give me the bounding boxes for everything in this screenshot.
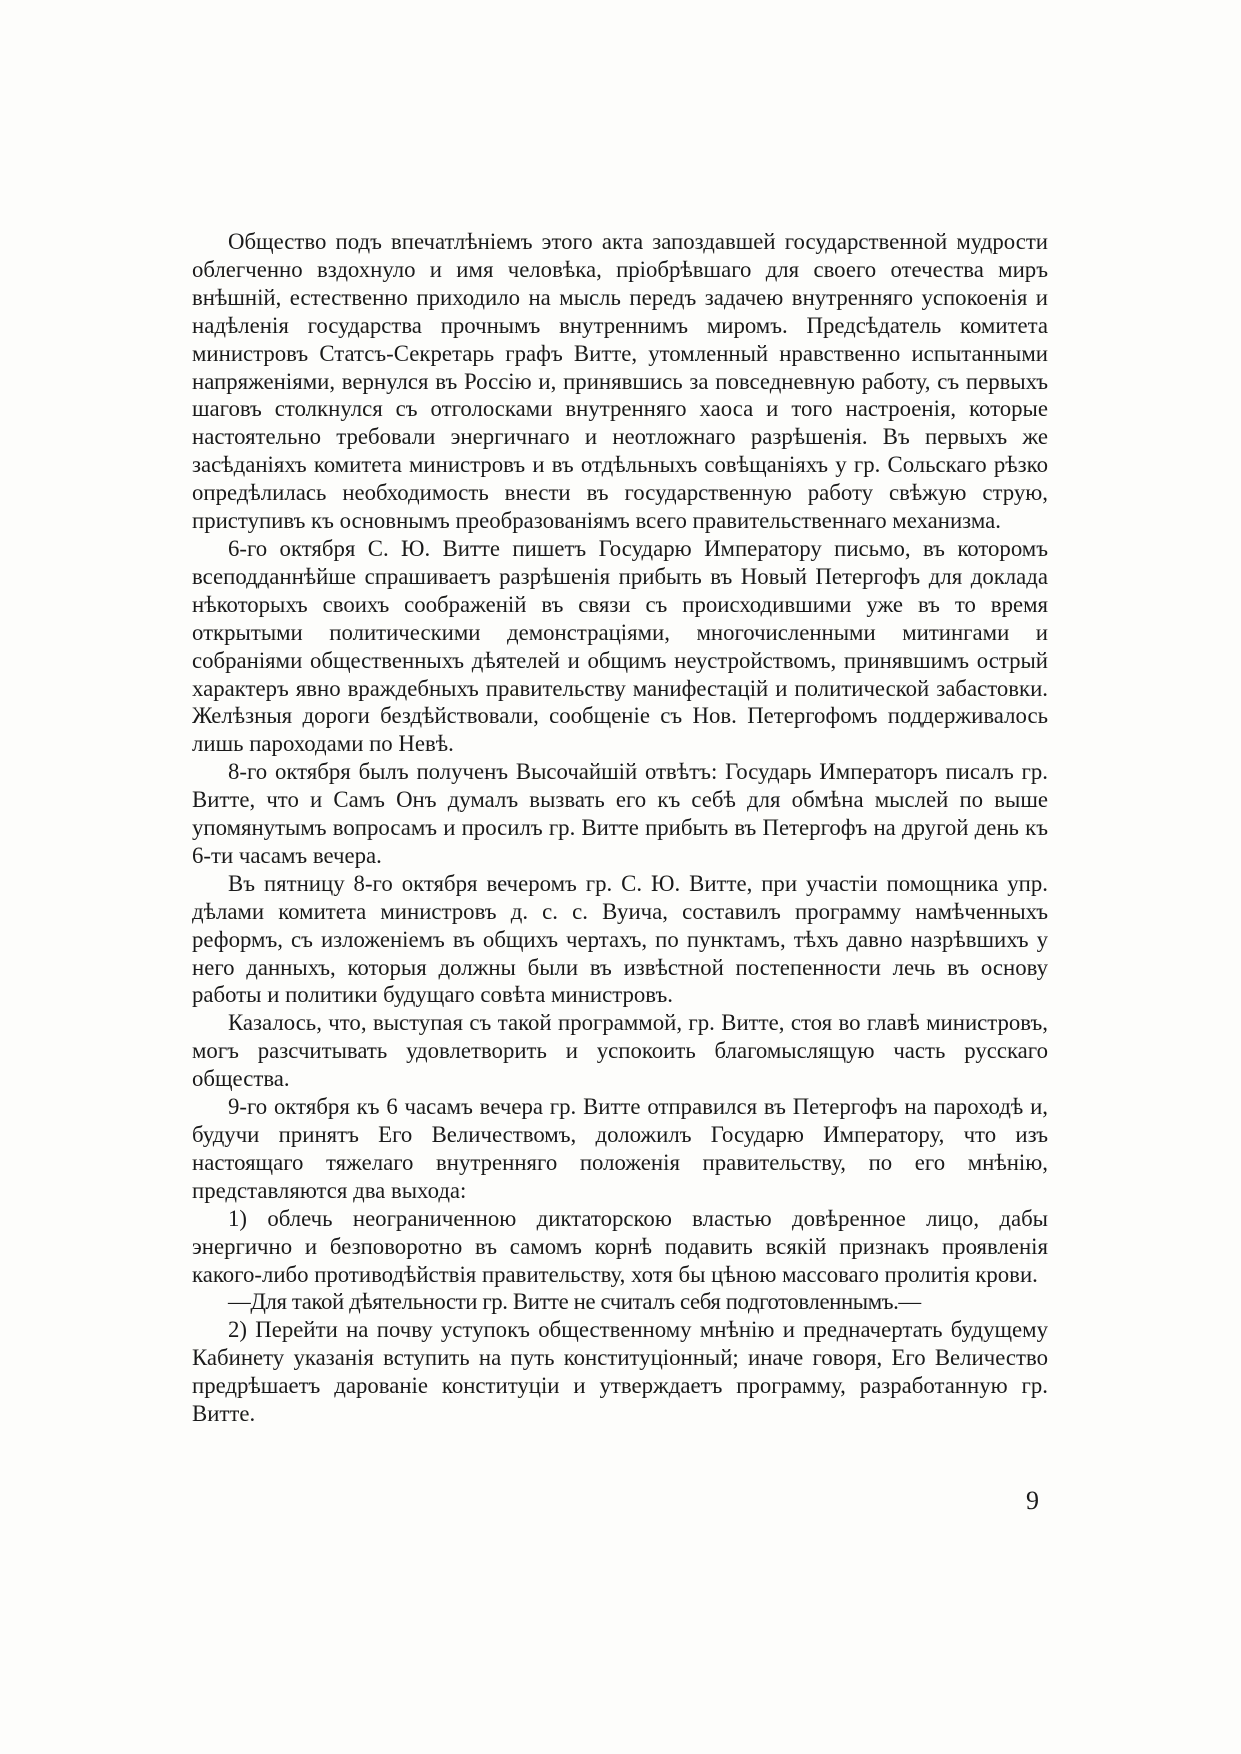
- paragraph-5: Казалось, что, выступая съ такой программой, гр. Витте, стоя во главѣ министровъ, могъ разсчитывать удовлетворить и успокоить благомыслящую часть русскаго общества.: [192, 1010, 1048, 1092]
- paragraph-2: 6-го октября С. Ю. Витте пишетъ Государю Императору письмо, въ которомъ всеподданнѣйше спрашиваетъ разрѣшенія прибыть въ Новый Петергофъ для доклада нѣкоторыхъ своихъ соображеній въ связи съ происходившими уже въ то время открытыми политическими демонстраціями, многочисленными митингами и собраніями общественныхъ дѣятелей и общимъ неустройствомъ, принявшимъ острый характеръ явно враждебныхъ правительству манифестацій и политической забастовки. Желѣзныя дороги бездѣйствовали, сообщеніе съ Нов. Петергофомъ поддерживалось лишь пароходами по Невѣ.: [192, 535, 1048, 757]
- paragraph-4: Въ пятницу 8-го октября вечеромъ гр. С. Ю. Витте, при участіи помощника упр. дѣлами комитета министровъ д. с. с. Вуича, составилъ программу намѣченныхъ реформъ, съ изложеніемъ въ общихъ чертахъ, по пунктамъ, тѣхъ давно назрѣвшихъ у него данныхъ, которыя должны были въ извѣстной постепенности лечь въ основу работы и политики будущаго совѣта министровъ.: [192, 870, 1048, 1008]
- paragraph-3: 8-го октября былъ полученъ Высочайшій отвѣтъ: Государь Императоръ писалъ гр. Витте, что и Самъ Онъ думалъ вызвать его къ себѣ для обмѣна мыслей по выше упомянутымъ вопросамъ и просилъ гр. Витте прибыть въ Петергофъ на другой день къ 6-ти часамъ вечера.: [192, 759, 1048, 868]
- paragraph-7-option-one: 1) облечь неограниченною диктаторскою властью довѣренное лицо, дабы энергично и безповоротно въ самомъ корнѣ подавить всякій признакъ проявленія какого-либо противодѣйствія правительству, хотя бы цѣною массоваго пролитія крови.: [192, 1205, 1048, 1287]
- page-number: 9: [1026, 1486, 1039, 1515]
- paragraph-6: 9-го октября къ 6 часамъ вечера гр. Витте отправился въ Петергофъ на пароходѣ и, будучи принятъ Его Величествомъ, доложилъ Государю Императору, что изъ настоящаго тяжелаго внутренняго положенія правительству, по его мнѣнію, представляются два выхода:: [192, 1094, 1048, 1203]
- body-text: [192, 228, 1048, 1428]
- paragraph-1: Общество подъ впечатлѣніемъ этого акта запоздавшей государственной мудрости облегченно вздохнуло и имя человѣка, пріобрѣвшаго для своего отечества миръ внѣшній, естественно приходило на мысль передъ задачею внутренняго успокоенія и надѣленія государства прочнымъ внутреннимъ миромъ. Предсѣдатель комитета министровъ Статсъ-Секретарь графъ Витте, утомленный нравственно испытанными напряженіями, вернулся въ Россію и, принявшись за повседневную работу, съ первыхъ шаговъ столкнулся съ отголосками внутренняго хаоса и того настроенія, которые настоятельно требовали энергичнаго и неотложнаго разрѣшенія. Въ первыхъ же засѣданіяхъ комитета министровъ и въ отдѣльныхъ совѣщаніяхъ у гр. Сольскаго рѣзко опредѣлилась необходимость внести въ государственную работу свѣжую струю, приступивъ къ основнымъ преобразованіямъ всего правительственнаго механизма.: [192, 229, 1048, 534]
- paragraph-8-remark: —Для такой дѣятельности гр. Витте не считалъ себя подготовленнымъ.—: [228, 1289, 921, 1315]
- paragraph-9-option-two: 2) Перейти на почву уступокъ общественному мнѣнію и предначертать будущему Кабинету указанія вступить на путь конституціонный; иначе говоря, Его Величество предрѣшаетъ дарованіе конституціи и утверждаетъ программу, разработанную гр. Витте.: [192, 1317, 1048, 1427]
